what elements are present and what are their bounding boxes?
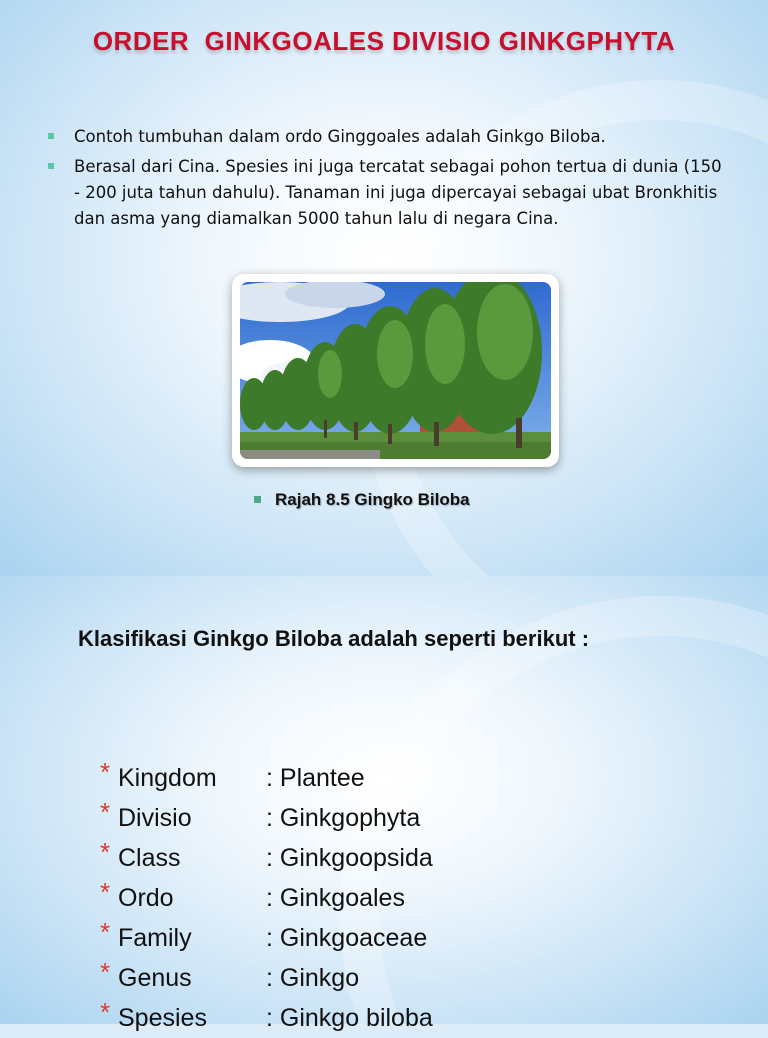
classification-heading: Klasifikasi Ginkgo Biloba adalah seperti berikut : — [78, 626, 590, 651]
star-bullet-icon: * — [100, 957, 111, 987]
ginkgo-photo — [232, 274, 559, 467]
bullet-item — [48, 124, 728, 150]
star-bullet-icon: * — [100, 797, 111, 827]
slide-title: ORDER GINKGOALES DIVISIO GINKGPHYTA — [92, 26, 676, 56]
bullet-square-icon — [48, 133, 54, 139]
rank-label: Class — [118, 844, 181, 872]
ginkgo-trees-image — [240, 282, 551, 459]
rank-label: Ordo — [118, 884, 174, 912]
figure-caption — [254, 490, 470, 510]
rank-value: : Ginkgo biloba — [266, 1004, 433, 1032]
bullet-square-icon — [48, 163, 54, 169]
rank-value: : Plantee — [266, 764, 365, 792]
rank-value: : Ginkgoopsida — [266, 844, 433, 872]
rank-label: Spesies — [118, 1004, 207, 1032]
star-bullet-icon: * — [100, 997, 111, 1027]
rank-label: Divisio — [118, 804, 192, 832]
star-bullet-icon: * — [100, 837, 111, 867]
bullet-list — [48, 124, 728, 236]
rank-label: Genus — [118, 964, 192, 992]
bullet-text: Contoh tumbuhan dalam ordo Ginggoales adalah Ginkgo Biloba. — [74, 127, 606, 146]
rank-value: : Ginkgoaceae — [266, 924, 428, 952]
rank-label: Kingdom — [118, 764, 217, 792]
rank-label: Family — [118, 924, 192, 952]
star-bullet-icon: * — [100, 917, 111, 947]
rank-value: : Ginkgo — [266, 964, 360, 992]
rank-value: : Ginkgoales — [266, 884, 405, 912]
star-bullet-icon: * — [100, 877, 111, 907]
caption-bullet-icon — [254, 496, 261, 503]
bullet-text: Berasal dari Cina. Spesies ini juga tercatat sebagai pohon tertua di dunia (150 - 200 juta tahun dahulu). Tanaman ini juga dipercayai sebagai ubat Bronkhitis dan asma yang diamalkan 5000 tahun lalu di negara Cina. — [74, 157, 722, 228]
star-bullet-icon: * — [100, 757, 111, 787]
rank-value: : Ginkgophyta — [266, 804, 421, 832]
bullet-item — [48, 154, 728, 232]
caption-text: Rajah 8.5 Gingko Biloba — [275, 490, 470, 509]
